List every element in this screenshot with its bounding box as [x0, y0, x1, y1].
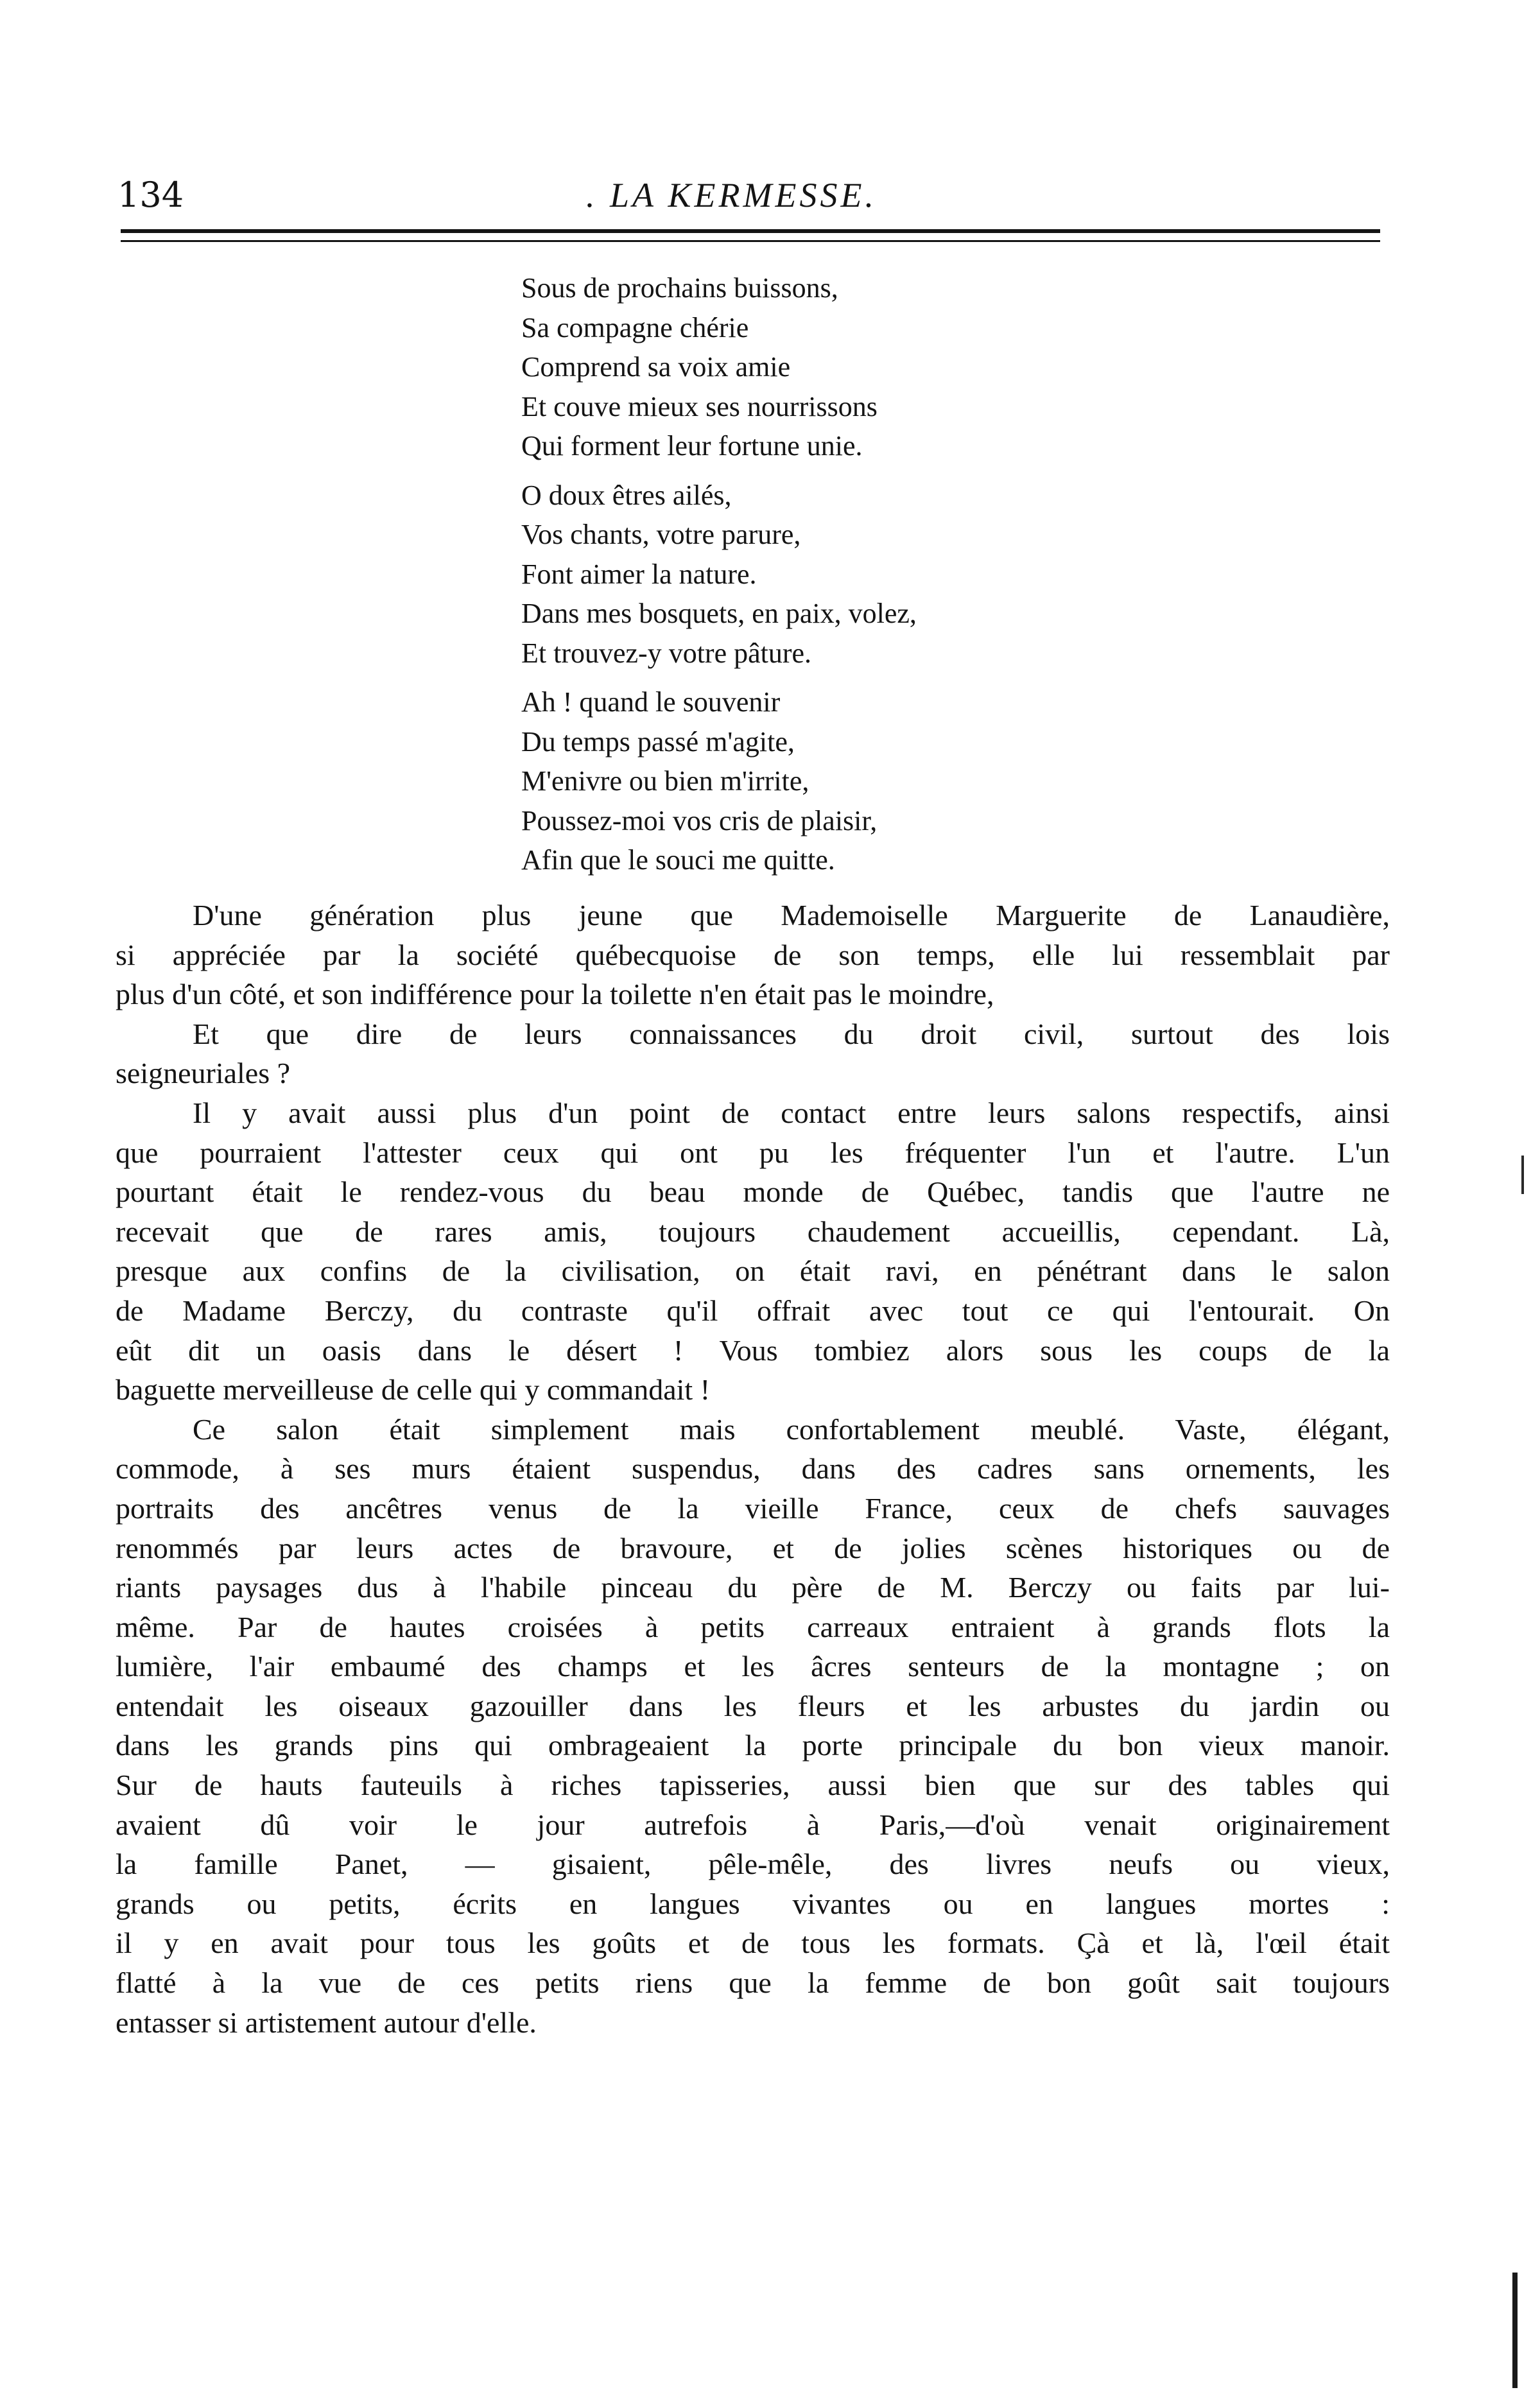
text-line: il y en avait pour tous les goûts et de tous les formats. Çà et là, l'œil était [116, 1927, 1390, 1960]
text-line: lumière, l'air embaumé des champs et les âcres senteurs de la montagne ; on [116, 1650, 1390, 1683]
poem-verse: Vos chants, votre parure, [521, 519, 801, 550]
text-line: presque aux confins de la civilisation, on était ravi, en pénétrant dans le salon [116, 1254, 1390, 1288]
text-line: portraits des ancêtres venus de la vieille France, ceux de chefs sauvages [116, 1491, 1390, 1525]
paragraph [116, 1093, 1390, 1410]
text-line: flatté à la vue de ces petits riens que la femme de bon goût sait toujours [116, 1966, 1390, 2000]
text-line: dans les grands pins qui ombrageaient la porte principale du bon vieux manoir. [116, 1729, 1390, 1762]
poem-verse: Sa compagne chérie [521, 311, 749, 343]
text-line: que pourraient l'attester ceux qui ont pu les fréquenter l'un et l'autre. L'un [116, 1136, 1390, 1169]
poem [521, 268, 1356, 890]
text-line: Il y avait aussi plus d'un point de contact entre leurs salons respectifs, ainsi [193, 1096, 1390, 1129]
text-line: Ce salon était simplement mais confortablement meublé. Vaste, élégant, [193, 1412, 1390, 1446]
poem-verse: O doux êtres ailés, [521, 479, 732, 511]
margin-mark [1521, 1156, 1524, 1194]
text-line: pourtant était le rendez-vous du beau monde de Québec, tandis que l'autre ne [116, 1175, 1390, 1209]
header-rule-thin [121, 240, 1380, 242]
text-line: D'une génération plus jeune que Mademoiselle Marguerite de Lanaudière, [193, 899, 1390, 931]
poem-verse: Poussez-moi vos cris de plaisir, [521, 804, 878, 836]
page-header [117, 175, 1382, 226]
text-line: entendait les oiseaux gazouiller dans les fleurs et les arbustes du jardin ou [116, 1689, 1390, 1722]
text-line: baguette merveilleuse de celle qui y commandait ! [116, 1373, 711, 1407]
poem-stanza [521, 476, 1356, 673]
text-line: entasser si artistement autour d'elle. [116, 2005, 537, 2039]
paragraph [116, 896, 1390, 1014]
text-line: renommés par leurs actes de bravoure, et de jolies scènes historiques ou de [116, 1531, 1390, 1564]
text-line: Sur de hauts fauteuils à riches tapisseries, aussi bien que sur des tables qui [116, 1769, 1390, 1802]
text-line: de Madame Berczy, du contraste qu'il offrait avec tout ce qui l'entourait. On [116, 1294, 1390, 1327]
text-line: Et que dire de leurs connaissances du droit civil, surtout des lois [193, 1017, 1390, 1050]
text-line: riants paysages dus à l'habile pinceau du père de M. Berczy ou faits par lui- [116, 1571, 1390, 1604]
text-line: seigneuriales ? [116, 1057, 291, 1090]
poem-verse: Comprend sa voix amie [521, 351, 791, 383]
text-line: avaient dû voir le jour autrefois à Paris,—d'où venait originairement [116, 1808, 1390, 1841]
text-line: grands ou petits, écrits en langues vivantes ou en langues mortes : [116, 1887, 1390, 1920]
poem-verse: Et couve mieux ses nourrissons [521, 390, 878, 422]
running-title: . LA KERMESSE. [586, 176, 877, 214]
text-line: la famille Panet, — gisaient, pêle-mêle, des livres neufs ou vieux, [116, 1848, 1390, 1881]
text-line: commode, à ses murs étaient suspendus, dans des cadres sans ornements, les [116, 1452, 1390, 1485]
poem-verse: Et trouvez-y votre pâture. [521, 637, 812, 669]
poem-verse: Qui forment leur fortune unie. [521, 430, 863, 462]
text-line: plus d'un côté, et son indifférence pour la toilette n'en était pas le moindre, [116, 978, 994, 1011]
text-line: eût dit un oasis dans le désert ! Vous tombiez alors sous les coups de la [116, 1333, 1390, 1367]
poem-stanza [521, 682, 1356, 880]
text-line: si appréciée par la société québecquoise de son temps, elle lui ressemblait par [116, 938, 1390, 971]
poem-verse: Sous de prochains buissons, [521, 272, 838, 304]
text-line: recevait que de rares amis, toujours chaudement accueillis, cependant. Là, [116, 1215, 1390, 1248]
page-number: 134 [117, 175, 184, 215]
paragraph [116, 1014, 1390, 1093]
poem-verse: Afin que le souci me quitte. [521, 844, 835, 876]
header-rule-thick [121, 229, 1380, 233]
poem-verse: Ah ! quand le souvenir [521, 686, 781, 718]
poem-verse: Font aimer la nature. [521, 558, 757, 590]
prose-body [116, 896, 1390, 2042]
poem-verse: Du temps passé m'agite, [521, 725, 795, 758]
poem-verse: M'enivre ou bien m'irrite, [521, 765, 809, 797]
binding-edge-mark [1512, 2273, 1518, 2388]
poem-stanza [521, 268, 1356, 466]
paragraph [116, 1410, 1390, 2043]
poem-verse: Dans mes bosquets, en paix, volez, [521, 598, 917, 629]
text-line: même. Par de hautes croisées à petits carreaux entraient à grands flots la [116, 1610, 1390, 1643]
